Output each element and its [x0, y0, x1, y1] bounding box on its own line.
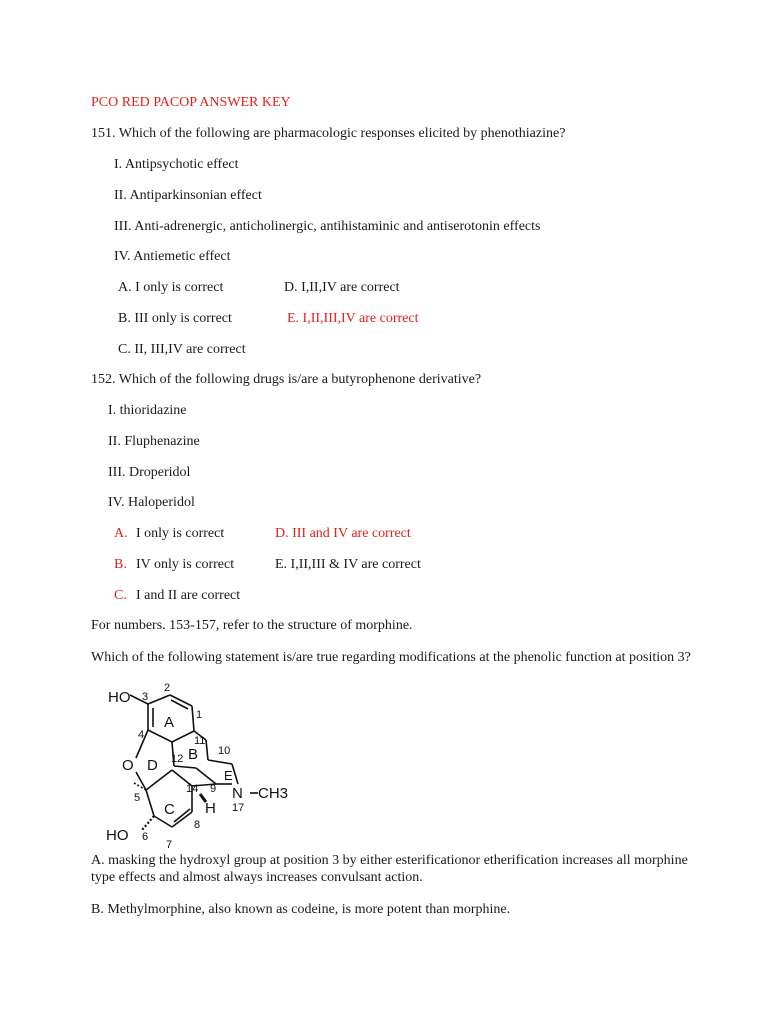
pos-5: 5 — [134, 792, 141, 804]
q151-item-1: I. Antipsychotic effect — [114, 157, 239, 172]
page-title: PCO RED PACOP ANSWER KEY — [91, 95, 291, 110]
q151-choice-b: B. III only is correct — [118, 311, 232, 326]
q152-stem: 152. Which of the following drugs is/are a butyrophenone derivative? — [91, 372, 482, 387]
q151-item-2: II. Antiparkinsonian effect — [114, 188, 262, 203]
ring-c-label: C — [164, 801, 175, 818]
q151-choice-e-answer: E. I,II,III,IV are correct — [287, 311, 419, 326]
pos-6: 6 — [142, 831, 149, 843]
q152-choice-c-text: I and II are correct — [136, 588, 241, 603]
label-ch3: CH3 — [258, 785, 289, 802]
q152-choice-a-letter: A. — [114, 526, 128, 541]
pos-3: 3 — [142, 691, 149, 703]
pos-1: 1 — [196, 709, 203, 721]
q152-choice-c-letter: C. — [114, 588, 127, 603]
q152-item-2: II. Fluphenazine — [108, 434, 200, 449]
q152-item-1: I. thioridazine — [108, 403, 187, 418]
q151-item-3: III. Anti-adrenergic, anticholinergic, antihistaminic and antiserotonin effects — [114, 219, 541, 234]
label-n: N — [232, 785, 243, 802]
ring-d-label: D — [147, 757, 158, 774]
pos-9: 9 — [210, 783, 217, 795]
q152-choice-d-answer: D. III and IV are correct — [275, 526, 411, 541]
pos-7: 7 — [166, 839, 173, 850]
label-h: H — [205, 800, 216, 817]
q151-item-4: IV. Antiemetic effect — [114, 249, 231, 264]
q152-choice-e: E. I,II,III & IV are correct — [275, 557, 421, 572]
pos-17: 17 — [232, 802, 245, 814]
q153-stem: Which of the following statement is/are true regarding modifications at the phenolic function at position 3? — [91, 650, 691, 665]
q151-choice-a: A. I only is correct — [118, 280, 224, 295]
label-ho-bottom: HO — [106, 827, 129, 844]
q152-item-4: IV. Haloperidol — [108, 495, 195, 510]
pos-12: 12 — [171, 753, 184, 765]
pos-10: 10 — [218, 745, 231, 757]
ring-a-label: A — [164, 714, 175, 731]
label-ho-top: HO — [108, 689, 131, 706]
pos-8: 8 — [194, 819, 201, 831]
q152-choice-b-letter: B. — [114, 557, 127, 572]
pos-2: 2 — [164, 682, 171, 694]
ring-e-label: E — [224, 768, 233, 783]
q153-choice-b: B. Methylmorphine, also known as codeine, is more potent than morphine. — [91, 902, 511, 917]
q151-choice-d: D. I,II,IV are correct — [284, 280, 400, 295]
q151-stem: 151. Which of the following are pharmacologic responses elicited by phenothiazine? — [91, 126, 566, 141]
morphine-structure-diagram — [100, 680, 300, 850]
pos-14: 14 — [186, 783, 199, 795]
q152-item-3: III. Droperidol — [108, 465, 191, 480]
q152-choice-a-text: I only is correct — [136, 526, 225, 541]
label-o: O — [122, 757, 134, 774]
q152-choice-b-text: IV only is correct — [136, 557, 235, 572]
pos-4: 4 — [138, 729, 145, 741]
intro-153-157: For numbers. 153-157, refer to the structure of morphine. — [91, 618, 413, 633]
ring-b-label: B — [188, 746, 199, 763]
q151-choice-c: C. II, III,IV are correct — [118, 342, 246, 357]
pos-11: 11 — [194, 735, 206, 747]
q153-choice-a: A. masking the hydroxyl group at position 3 by either esterificationor etherification increases all morphine type effects and almost always increases convulsant action. — [91, 853, 688, 885]
